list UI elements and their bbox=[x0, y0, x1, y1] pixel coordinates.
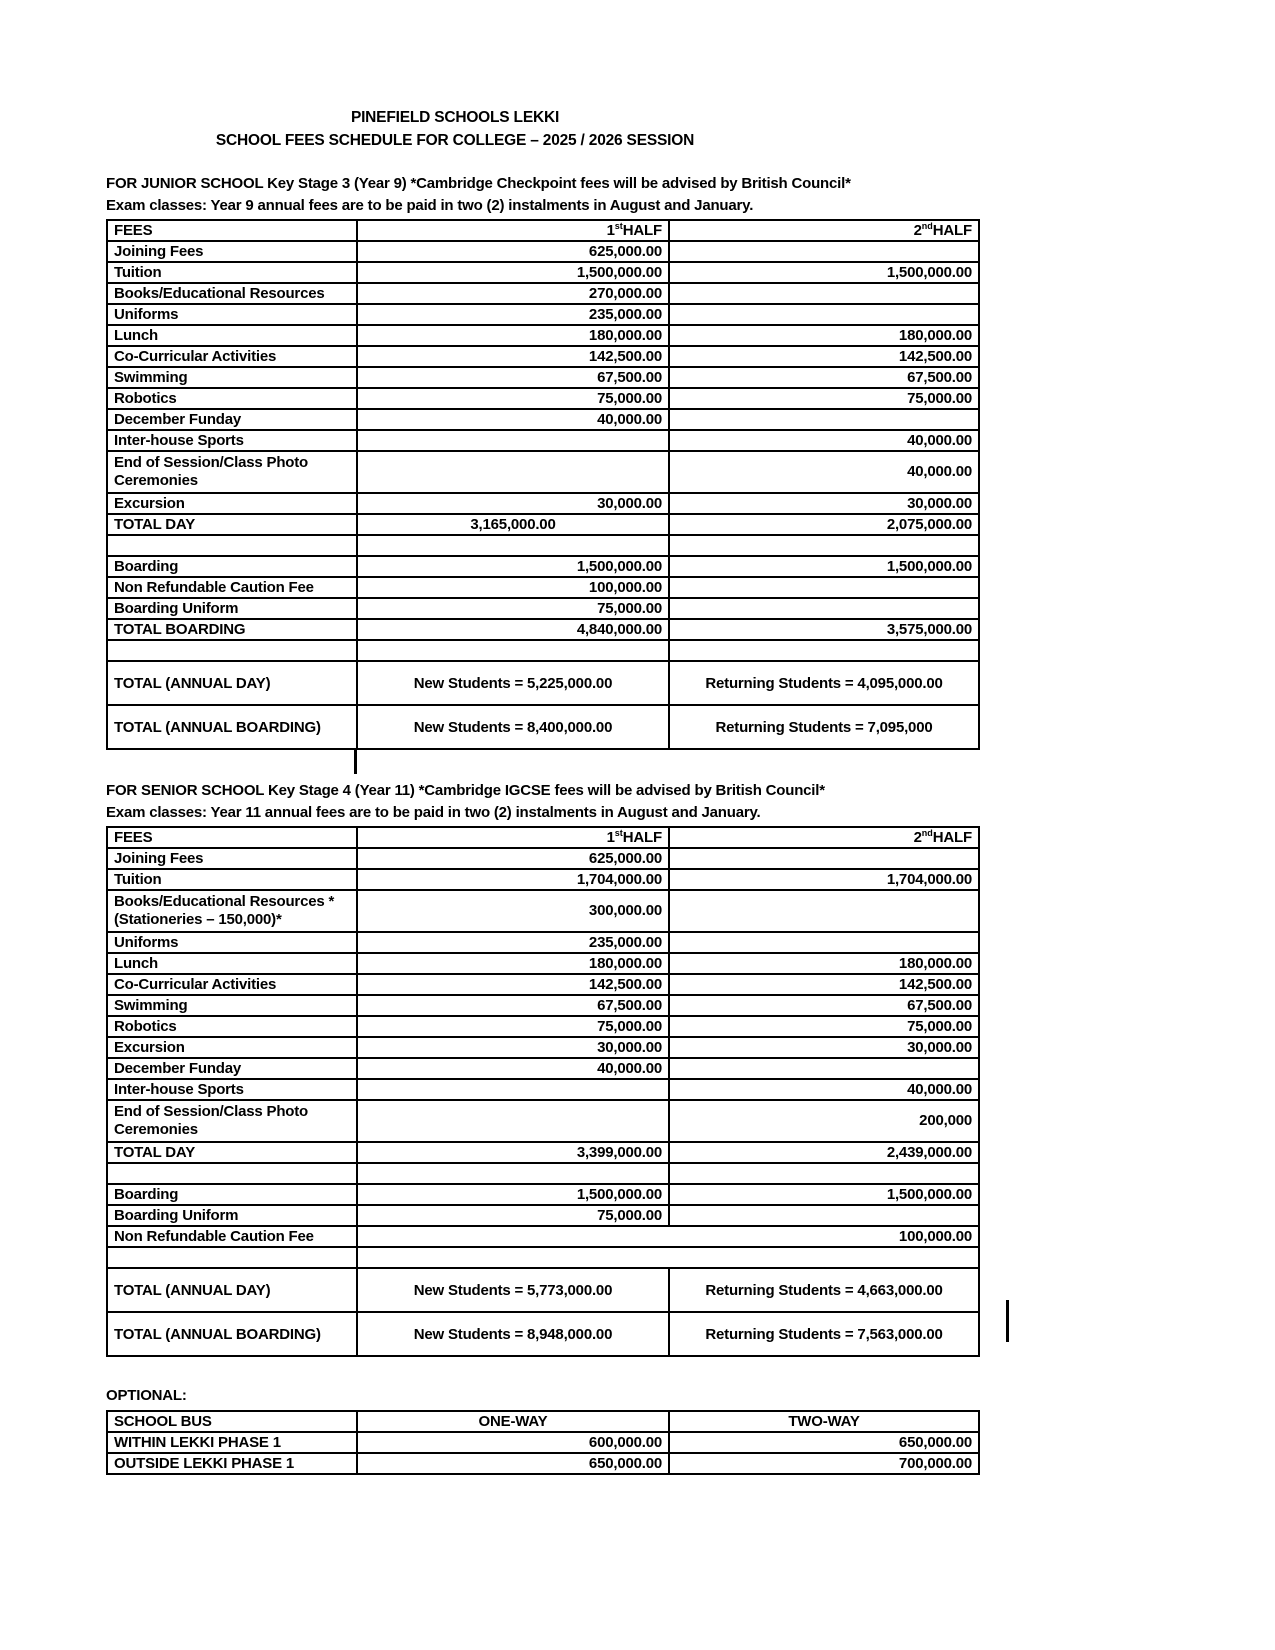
fee-label-cell: Swimming bbox=[107, 995, 357, 1016]
table-row bbox=[107, 430, 979, 451]
fee-value-cell: 67,500.00 bbox=[669, 995, 979, 1016]
fee-value-cell: 700,000.00 bbox=[669, 1453, 979, 1474]
table-row bbox=[107, 932, 979, 953]
table-row bbox=[107, 1079, 979, 1100]
fee-label-cell: TOTAL (ANNUAL DAY) bbox=[107, 1268, 357, 1312]
fee-label-cell: TOTAL BOARDING bbox=[107, 619, 357, 640]
fee-value-cell bbox=[357, 1100, 669, 1142]
fee-label-cell: Boarding Uniform bbox=[107, 598, 357, 619]
table-row bbox=[107, 409, 979, 430]
fee-value-cell: 40,000.00 bbox=[669, 1079, 979, 1100]
bus-table-wrap bbox=[106, 1410, 978, 1475]
table-row bbox=[107, 304, 979, 325]
fee-value-cell: 142,500.00 bbox=[669, 974, 979, 995]
table-row bbox=[107, 598, 979, 619]
fee-value-cell: 1,500,000.00 bbox=[669, 262, 979, 283]
optional-label: OPTIONAL: bbox=[106, 1387, 187, 1404]
half-number: 2 bbox=[913, 829, 922, 846]
fee-label-cell: Boarding bbox=[107, 556, 357, 577]
fee-label-cell: TOTAL (ANNUAL DAY) bbox=[107, 661, 357, 705]
fee-label-cell: Inter-house Sports bbox=[107, 1079, 357, 1100]
table-row bbox=[107, 535, 979, 556]
fee-value-cell: 300,000.00 bbox=[357, 890, 669, 932]
table-row bbox=[107, 1453, 979, 1474]
fee-value-cell bbox=[357, 535, 669, 556]
second-half-column-header bbox=[669, 827, 979, 848]
table-row bbox=[107, 1100, 979, 1142]
senior-note: Exam classes: Year 11 annual fees are to be paid in two (2) instalments in August and January. bbox=[106, 804, 761, 821]
fees-column-header: FEES bbox=[107, 220, 357, 241]
fee-label-cell: OUTSIDE LEKKI PHASE 1 bbox=[107, 1453, 357, 1474]
fee-value-cell: 4,840,000.00 bbox=[357, 619, 669, 640]
fee-label-cell: End of Session/Class Photo Ceremonies bbox=[107, 451, 357, 493]
fee-value-cell: 1,704,000.00 bbox=[669, 869, 979, 890]
table-row bbox=[107, 1184, 979, 1205]
fee-value-cell: Returning Students = 4,663,000.00 bbox=[669, 1268, 979, 1312]
table-row bbox=[107, 705, 979, 749]
fee-label-cell: Joining Fees bbox=[107, 241, 357, 262]
junior-table-header-row bbox=[107, 220, 979, 241]
school-bus-column-header: SCHOOL BUS bbox=[107, 1411, 357, 1432]
fee-value-cell: 40,000.00 bbox=[357, 409, 669, 430]
fee-value-cell: 142,500.00 bbox=[357, 974, 669, 995]
table-row bbox=[107, 1247, 979, 1268]
junior-heading: FOR JUNIOR SCHOOL Key Stage 3 (Year 9) *Cambridge Checkpoint fees will be advised by British Council* bbox=[106, 175, 851, 192]
fee-value-cell: Returning Students = 7,563,000.00 bbox=[669, 1312, 979, 1356]
fee-label-cell: Uniforms bbox=[107, 932, 357, 953]
table-row bbox=[107, 974, 979, 995]
fee-label-cell: TOTAL (ANNUAL BOARDING) bbox=[107, 705, 357, 749]
document-body bbox=[106, 173, 978, 1475]
table-border-artifact bbox=[354, 750, 357, 774]
ordinal-superscript: nd bbox=[921, 828, 933, 838]
fee-value-cell: 40,000.00 bbox=[669, 430, 979, 451]
senior-heading: FOR SENIOR SCHOOL Key Stage 4 (Year 11) *Cambridge IGCSE fees will be advised by British Council* bbox=[106, 782, 825, 799]
ordinal-superscript: st bbox=[614, 221, 623, 231]
half-word: HALF bbox=[622, 222, 662, 239]
fee-value-cell: 235,000.00 bbox=[357, 932, 669, 953]
table-row bbox=[107, 346, 979, 367]
table-row bbox=[107, 556, 979, 577]
fee-value-cell: Returning Students = 4,095,000.00 bbox=[669, 661, 979, 705]
bus-table-header-row bbox=[107, 1411, 979, 1432]
fee-value-cell: New Students = 5,773,000.00 bbox=[357, 1268, 669, 1312]
fee-label-cell: Non Refundable Caution Fee bbox=[107, 1226, 357, 1247]
fee-value-cell bbox=[357, 1079, 669, 1100]
table-row bbox=[107, 953, 979, 974]
fee-value-cell: 40,000.00 bbox=[357, 1058, 669, 1079]
senior-table-wrap bbox=[106, 826, 978, 1357]
fee-value-cell: New Students = 8,400,000.00 bbox=[357, 705, 669, 749]
fee-value-cell bbox=[669, 598, 979, 619]
fee-value-cell: 650,000.00 bbox=[357, 1453, 669, 1474]
fee-label-cell: Inter-house Sports bbox=[107, 430, 357, 451]
fee-label-cell: Co-Curricular Activities bbox=[107, 974, 357, 995]
fee-value-cell: 180,000.00 bbox=[669, 325, 979, 346]
fee-value-cell bbox=[357, 640, 669, 661]
fee-value-cell: 1,500,000.00 bbox=[357, 262, 669, 283]
table-row bbox=[107, 493, 979, 514]
fee-value-cell bbox=[669, 848, 979, 869]
one-way-column-header: ONE-WAY bbox=[357, 1411, 669, 1432]
fee-value-cell: 100,000.00 bbox=[357, 1226, 979, 1247]
fee-value-cell: 650,000.00 bbox=[669, 1432, 979, 1453]
junior-table-wrap bbox=[106, 219, 978, 750]
table-row bbox=[107, 995, 979, 1016]
two-way-column-header: TWO-WAY bbox=[669, 1411, 979, 1432]
table-row bbox=[107, 283, 979, 304]
senior-fees-table bbox=[106, 826, 980, 1357]
fee-value-cell: 67,500.00 bbox=[357, 367, 669, 388]
fee-label-cell: Tuition bbox=[107, 869, 357, 890]
fee-value-cell bbox=[669, 932, 979, 953]
fee-value-cell bbox=[669, 283, 979, 304]
fee-value-cell: 1,500,000.00 bbox=[357, 556, 669, 577]
fee-label-cell: WITHIN LEKKI PHASE 1 bbox=[107, 1432, 357, 1453]
ordinal-superscript: st bbox=[614, 828, 623, 838]
fee-value-cell: 180,000.00 bbox=[357, 953, 669, 974]
fee-value-cell: 75,000.00 bbox=[357, 598, 669, 619]
fee-label-cell: Robotics bbox=[107, 388, 357, 409]
fee-value-cell: 67,500.00 bbox=[357, 995, 669, 1016]
half-word: HALF bbox=[622, 829, 662, 846]
fee-value-cell bbox=[669, 577, 979, 598]
fee-value-cell bbox=[669, 409, 979, 430]
fee-value-cell: 30,000.00 bbox=[669, 493, 979, 514]
fee-label-cell: Excursion bbox=[107, 1037, 357, 1058]
fee-value-cell bbox=[669, 241, 979, 262]
first-half-column-header bbox=[357, 220, 669, 241]
half-number: 2 bbox=[913, 222, 922, 239]
half-number: 1 bbox=[606, 222, 615, 239]
fee-label-cell: Lunch bbox=[107, 325, 357, 346]
table-row bbox=[107, 451, 979, 493]
fee-label-cell: Boarding bbox=[107, 1184, 357, 1205]
half-word: HALF bbox=[932, 829, 972, 846]
fee-label-cell bbox=[107, 1247, 357, 1268]
fee-value-cell: 67,500.00 bbox=[669, 367, 979, 388]
table-row bbox=[107, 1312, 979, 1356]
fee-value-cell bbox=[669, 1205, 979, 1226]
senior-table-header-row bbox=[107, 827, 979, 848]
fee-value-cell bbox=[669, 1163, 979, 1184]
fee-value-cell: 180,000.00 bbox=[669, 953, 979, 974]
table-row bbox=[107, 869, 979, 890]
table-row bbox=[107, 367, 979, 388]
fee-label-cell bbox=[107, 1163, 357, 1184]
fee-label-cell bbox=[107, 640, 357, 661]
table-row bbox=[107, 325, 979, 346]
fee-value-cell: 30,000.00 bbox=[669, 1037, 979, 1058]
fee-value-cell: 75,000.00 bbox=[357, 388, 669, 409]
fee-label-cell: Non Refundable Caution Fee bbox=[107, 577, 357, 598]
table-row bbox=[107, 1016, 979, 1037]
fee-label-cell: Swimming bbox=[107, 367, 357, 388]
table-row bbox=[107, 1268, 979, 1312]
fee-value-cell: 75,000.00 bbox=[357, 1205, 669, 1226]
doc-title: SCHOOL FEES SCHEDULE FOR COLLEGE – 2025 / 2026 SESSION bbox=[215, 132, 695, 149]
second-half-column-header bbox=[669, 220, 979, 241]
fee-label-cell: Joining Fees bbox=[107, 848, 357, 869]
fee-value-cell: 142,500.00 bbox=[357, 346, 669, 367]
fee-value-cell bbox=[357, 430, 669, 451]
fee-value-cell: 625,000.00 bbox=[357, 848, 669, 869]
fee-value-cell: 1,500,000.00 bbox=[669, 1184, 979, 1205]
cursor-artifact bbox=[1006, 1300, 1009, 1342]
fee-value-cell bbox=[357, 1163, 669, 1184]
fees-column-header: FEES bbox=[107, 827, 357, 848]
table-row bbox=[107, 890, 979, 932]
senior-section-headings bbox=[106, 780, 978, 824]
fee-value-cell: 1,500,000.00 bbox=[357, 1184, 669, 1205]
fee-value-cell: 30,000.00 bbox=[357, 493, 669, 514]
fee-value-cell: 75,000.00 bbox=[669, 1016, 979, 1037]
fee-value-cell bbox=[669, 640, 979, 661]
fee-label-cell: Lunch bbox=[107, 953, 357, 974]
fee-label-cell bbox=[107, 535, 357, 556]
fee-label-cell: TOTAL (ANNUAL BOARDING) bbox=[107, 1312, 357, 1356]
fee-value-cell: 2,075,000.00 bbox=[669, 514, 979, 535]
fee-value-cell: 3,575,000.00 bbox=[669, 619, 979, 640]
fee-value-cell bbox=[357, 451, 669, 493]
table-row bbox=[107, 1226, 979, 1247]
school-name: PINEFIELD SCHOOLS LEKKI bbox=[350, 109, 560, 126]
fee-value-cell: 180,000.00 bbox=[357, 325, 669, 346]
fee-label-cell: Uniforms bbox=[107, 304, 357, 325]
fee-value-cell: 1,500,000.00 bbox=[669, 556, 979, 577]
fee-value-cell: New Students = 8,948,000.00 bbox=[357, 1312, 669, 1356]
fee-label-cell: TOTAL DAY bbox=[107, 1142, 357, 1163]
fee-label-cell: December Funday bbox=[107, 1058, 357, 1079]
fee-value-cell: 75,000.00 bbox=[357, 1016, 669, 1037]
fee-label-cell: Tuition bbox=[107, 262, 357, 283]
fee-value-cell: New Students = 5,225,000.00 bbox=[357, 661, 669, 705]
table-row bbox=[107, 514, 979, 535]
table-row bbox=[107, 640, 979, 661]
fee-value-cell: 30,000.00 bbox=[357, 1037, 669, 1058]
fee-value-cell: 142,500.00 bbox=[669, 346, 979, 367]
table-row bbox=[107, 577, 979, 598]
table-row bbox=[107, 1432, 979, 1453]
fee-value-cell: 40,000.00 bbox=[669, 451, 979, 493]
table-row bbox=[107, 1205, 979, 1226]
fee-value-cell: 2,439,000.00 bbox=[669, 1142, 979, 1163]
half-number: 1 bbox=[606, 829, 615, 846]
fee-label-cell: Robotics bbox=[107, 1016, 357, 1037]
fee-value-cell: 235,000.00 bbox=[357, 304, 669, 325]
table-row bbox=[107, 661, 979, 705]
fee-label-cell: TOTAL DAY bbox=[107, 514, 357, 535]
table-row bbox=[107, 388, 979, 409]
table-row bbox=[107, 1037, 979, 1058]
half-word: HALF bbox=[932, 222, 972, 239]
ordinal-superscript: nd bbox=[921, 221, 933, 231]
fee-label-cell: Excursion bbox=[107, 493, 357, 514]
fee-value-cell: 3,165,000.00 bbox=[357, 514, 669, 535]
table-row bbox=[107, 241, 979, 262]
fee-value-cell: 100,000.00 bbox=[357, 577, 669, 598]
fee-label-cell: End of Session/Class Photo Ceremonies bbox=[107, 1100, 357, 1142]
fee-value-cell bbox=[669, 890, 979, 932]
fee-value-cell: 1,704,000.00 bbox=[357, 869, 669, 890]
fee-value-cell bbox=[357, 1247, 979, 1268]
junior-note: Exam classes: Year 9 annual fees are to be paid in two (2) instalments in August and January. bbox=[106, 197, 754, 214]
fee-value-cell: 600,000.00 bbox=[357, 1432, 669, 1453]
table-row bbox=[107, 1058, 979, 1079]
school-bus-table bbox=[106, 1410, 980, 1475]
fee-value-cell: 75,000.00 bbox=[669, 388, 979, 409]
fee-value-cell bbox=[669, 535, 979, 556]
first-half-column-header bbox=[357, 827, 669, 848]
table-row bbox=[107, 1163, 979, 1184]
fee-value-cell bbox=[669, 1058, 979, 1079]
fee-value-cell: 3,399,000.00 bbox=[357, 1142, 669, 1163]
fee-value-cell bbox=[669, 304, 979, 325]
table-row bbox=[107, 262, 979, 283]
table-row bbox=[107, 1142, 979, 1163]
fee-label-cell: Boarding Uniform bbox=[107, 1205, 357, 1226]
fee-value-cell: 270,000.00 bbox=[357, 283, 669, 304]
fee-label-cell: Co-Curricular Activities bbox=[107, 346, 357, 367]
fee-value-cell: 625,000.00 bbox=[357, 241, 669, 262]
junior-section-headings bbox=[106, 173, 978, 217]
fee-label-cell: Books/Educational Resources *(Stationeries – 150,000)* bbox=[107, 890, 357, 932]
table-row bbox=[107, 848, 979, 869]
fee-value-cell: Returning Students = 7,095,000 bbox=[669, 705, 979, 749]
fee-label-cell: December Funday bbox=[107, 409, 357, 430]
table-row bbox=[107, 619, 979, 640]
junior-fees-table bbox=[106, 219, 980, 750]
document-header bbox=[0, 0, 910, 152]
fee-label-cell: Books/Educational Resources bbox=[107, 283, 357, 304]
fee-value-cell: 200,000 bbox=[669, 1100, 979, 1142]
